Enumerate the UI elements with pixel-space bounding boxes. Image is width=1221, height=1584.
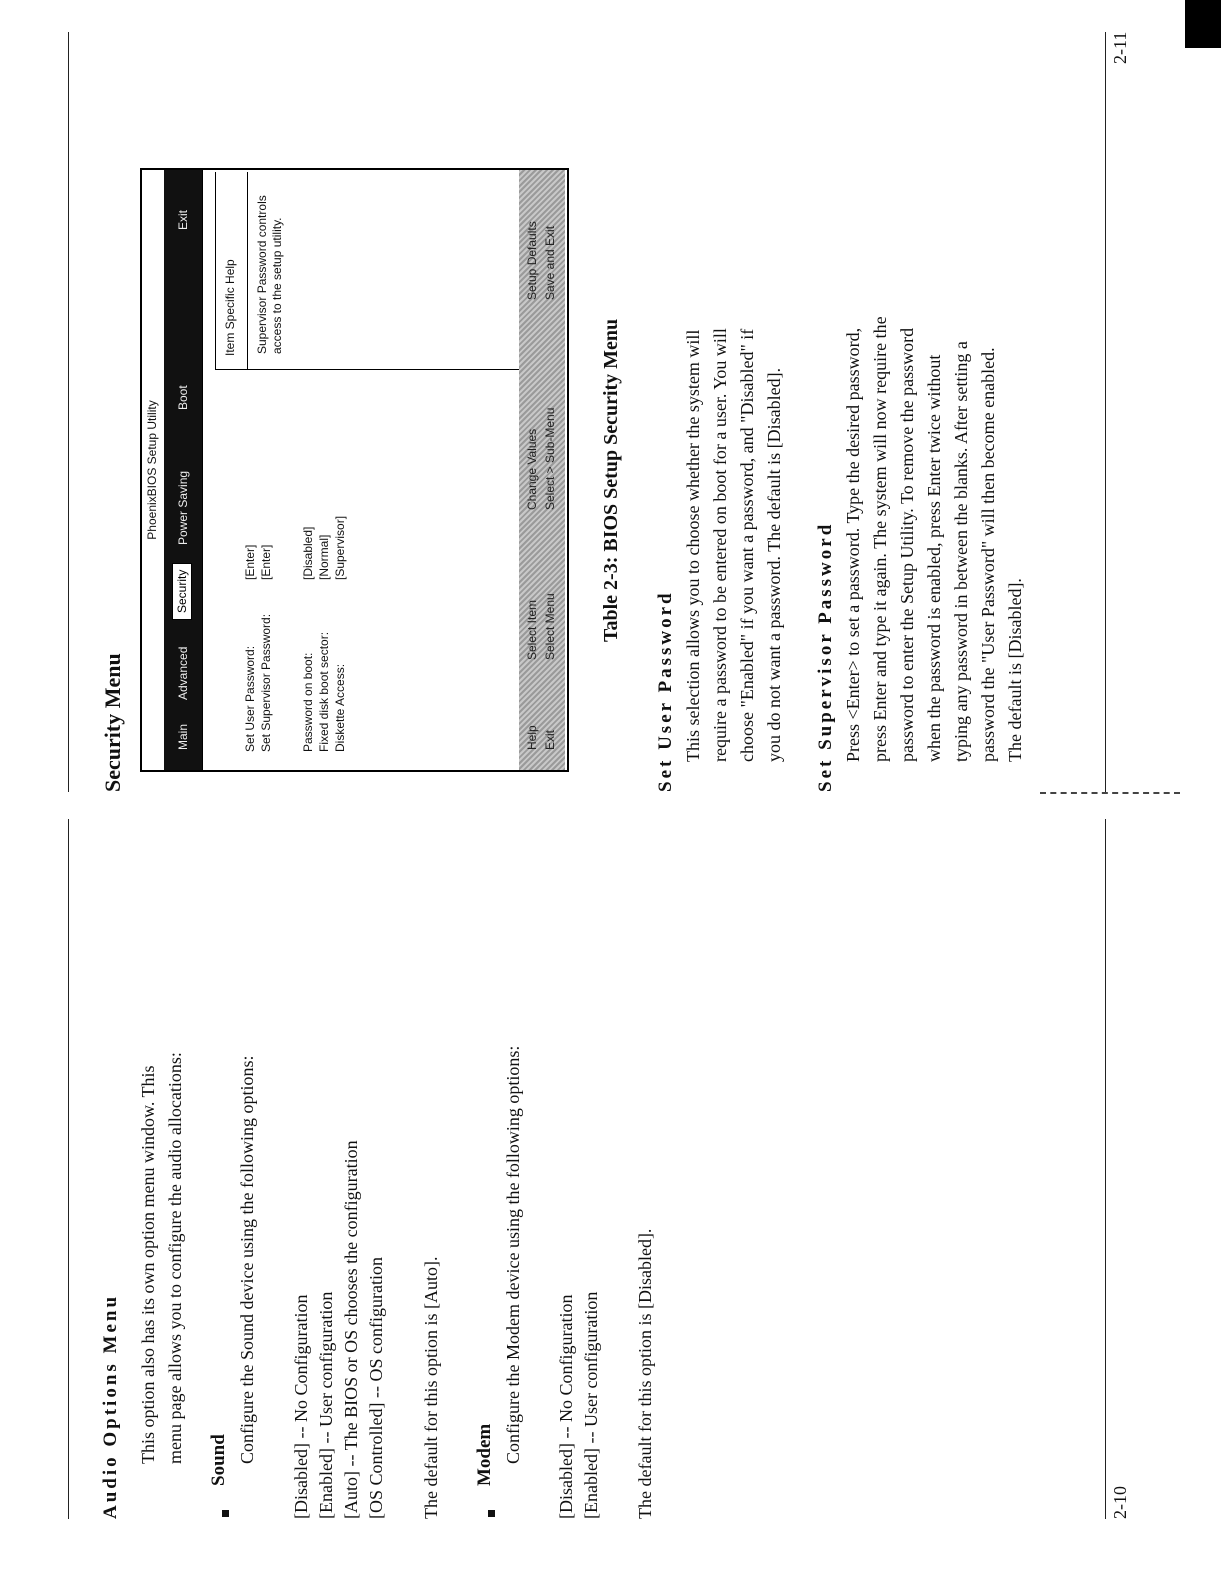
- bios-tab-main: Main: [176, 723, 190, 750]
- bios-item-value: [Normal]: [317, 534, 331, 580]
- top-rule: [68, 819, 69, 1519]
- footer-key: Help: [525, 725, 539, 750]
- bios-body: [202, 170, 520, 770]
- user-password-line: choose "Enabled" if you want a password, and "Disabled" if: [737, 328, 757, 762]
- security-menu-heading: Security Menu: [100, 653, 125, 792]
- top-rule: [68, 32, 69, 792]
- left-page: [0, 792, 1221, 1584]
- bottom-rule: [1105, 819, 1106, 1519]
- bios-tab-advanced: Advanced: [176, 646, 190, 700]
- footer-key: Select Menu: [543, 593, 557, 660]
- bios-item-value: [Enter]: [243, 544, 257, 580]
- modem-option: [Disabled] -- No Configuration: [556, 1294, 576, 1519]
- bios-menu-bar: [164, 170, 202, 770]
- bios-tab-exit: Exit: [176, 209, 190, 230]
- page-number: 2-10: [1110, 1486, 1130, 1519]
- help-divider: [215, 369, 520, 370]
- table-caption: Table 2-3: BIOS Setup Security Menu: [600, 318, 622, 642]
- bios-footer: [519, 170, 565, 770]
- footer-key: Change Values: [525, 428, 539, 510]
- sound-option: [Enabled] -- User configuration: [316, 1291, 336, 1519]
- bullet-icon: [222, 1510, 229, 1517]
- help-top-line: [215, 172, 216, 370]
- sound-default: The default for this option is [Auto].: [421, 1256, 441, 1519]
- user-password-line: you do not want a password. The default is [Disabled].: [764, 367, 784, 762]
- bios-tab-security: Security: [172, 563, 192, 620]
- bios-item-value: [Enter]: [259, 544, 273, 580]
- supervisor-password-line: typing any password in between the blanks. After setting a: [951, 341, 971, 762]
- modem-desc: Configure the Modem device using the following options:: [503, 1045, 523, 1464]
- bios-item-label: Set Supervisor Password:: [259, 613, 273, 752]
- bios-item-label: Password on boot:: [301, 652, 315, 752]
- bios-item-label: Fixed disk boot sector:: [317, 631, 331, 752]
- modem-title: Modem: [474, 1423, 495, 1486]
- footer-key: Select > Sub-Menu: [543, 407, 557, 510]
- footer-key: Save and Exit: [543, 225, 557, 300]
- scan-dashes: [1040, 792, 1180, 794]
- bios-item-value: [Supervisor]: [333, 515, 347, 580]
- bullet-icon: [488, 1510, 495, 1517]
- sound-option: [Auto] -- The BIOS or OS chooses the configuration: [341, 1140, 361, 1519]
- supervisor-password-title: Set Supervisor Password: [815, 521, 836, 792]
- supervisor-password-line: The default is [Disabled].: [1005, 578, 1025, 762]
- supervisor-password-line: when the password is enabled, press Enter twice without: [924, 354, 944, 762]
- bios-item-label: Diskette Access:: [333, 663, 347, 752]
- sound-desc: Configure the Sound device using the following options:: [237, 1055, 257, 1464]
- help-text: Supervisor Password controls access to the setup utility.: [255, 195, 284, 354]
- intro-line-2: menu page allows you to configure the audio allocations:: [165, 1052, 185, 1464]
- modem-option: [Enabled] -- User configuration: [581, 1291, 601, 1519]
- footer-key: Exit: [543, 729, 557, 750]
- page-number: 2-11: [1110, 31, 1130, 64]
- supervisor-password-line: password to enter the Setup Utility. To remove the password: [897, 327, 917, 762]
- audio-options-heading: Audio Options Menu: [100, 1293, 121, 1519]
- bios-title: PhoenixBIOS Setup Utility: [145, 400, 159, 540]
- footer-key: Setup Defaults: [525, 221, 539, 300]
- footer-key: Select Item: [525, 599, 539, 660]
- help-title: Item Specific Help: [223, 259, 237, 356]
- bios-tab-boot: Boot: [176, 385, 190, 410]
- bios-item-label: Set User Password:: [243, 645, 257, 752]
- bios-tab-power-saving: Power Saving: [176, 470, 190, 545]
- supervisor-password-line: password the "User Password" will then become enabled.: [978, 347, 998, 762]
- supervisor-password-line: Press <Enter> to set a password. Type the desired password,: [843, 327, 863, 762]
- supervisor-password-line: press Enter and type it again. The system will now require the: [870, 316, 890, 762]
- sound-option: [Disabled] -- No Configuration: [291, 1294, 311, 1519]
- scan-edge-mark: [1185, 0, 1221, 48]
- user-password-title: Set User Password: [655, 590, 676, 792]
- user-password-line: require a password to be entered on boot for a user. You will: [710, 328, 730, 762]
- user-password-line: This selection allows you to choose whether the system will: [683, 329, 703, 762]
- bios-screenshot: [140, 168, 569, 772]
- intro-line-1: This option also has its own option menu window. This: [138, 1065, 158, 1464]
- sound-option: [OS Controlled] -- OS configuration: [366, 1257, 386, 1519]
- help-separator: [247, 172, 248, 370]
- bios-item-value: [Disabled]: [301, 526, 315, 580]
- modem-default: The default for this option is [Disabled].: [635, 1228, 655, 1519]
- sound-title: Sound: [208, 1434, 229, 1486]
- bottom-rule: [1105, 32, 1106, 792]
